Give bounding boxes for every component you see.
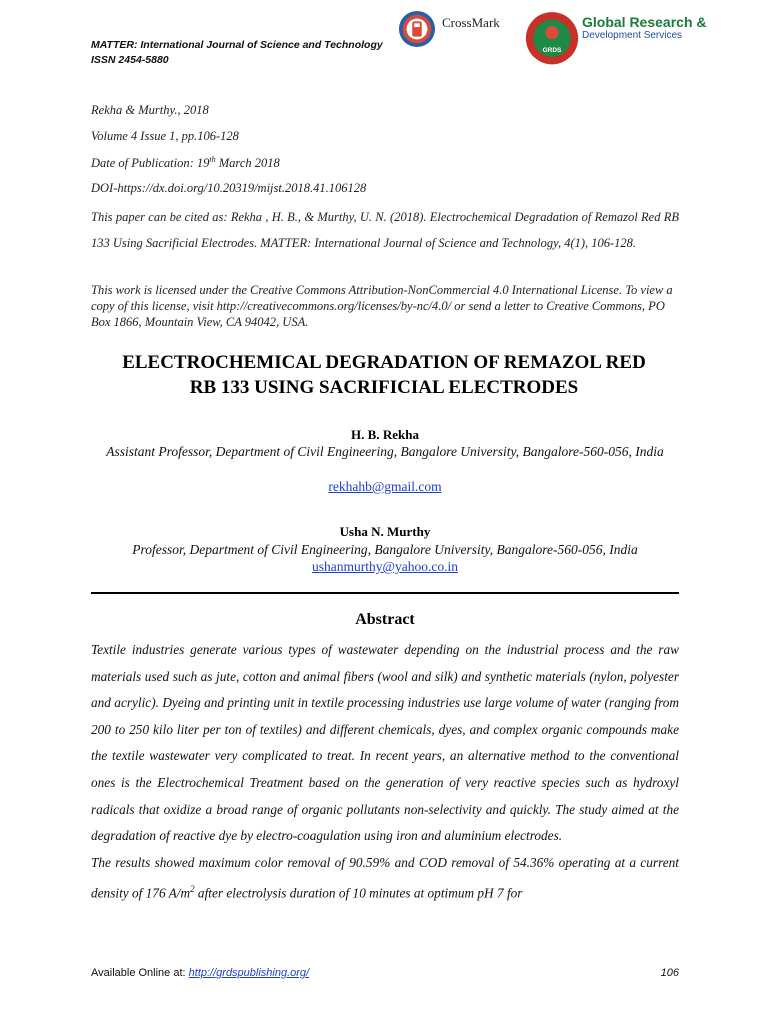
author-affiliation: Professor, Department of Civil Engineering, Bangalore University, Bangalore-560-056, India [132, 542, 638, 557]
crossmark-icon [398, 10, 436, 48]
available-label: Available Online at: [91, 967, 189, 979]
citation-text: This paper can be cited as: Rekha , H. B., & Murthy, U. N. (2018). Electrochemical Degradation of Remazol Red RB 133 Using Sacrificial Electrodes. MATTER: International Journal of Science and Technology, 4(1), 106-128. [91, 210, 679, 250]
author-email-link[interactable]: ushanmurthy@yahoo.co.in [312, 559, 458, 574]
paper-title: ELECTROCHEMICAL DEGRADATION OF REMAZOL RED RB 133 USING SACRIFICIAL ELECTRODES [122, 352, 646, 398]
journal-name: MATTER: International Journal of Science and Technology [91, 39, 383, 51]
publisher-link[interactable]: http://grdspublishing.org/ [188, 967, 310, 979]
grds-logo [524, 6, 707, 76]
grds-seal-icon [524, 6, 580, 76]
author-email[interactable] [91, 479, 679, 495]
grds-subtitle: Development Services [582, 30, 683, 41]
crossmark-badge[interactable] [398, 10, 500, 48]
author-name: H. B. Rekha [351, 427, 419, 442]
page-number: 106 [660, 967, 679, 979]
journal-issn: ISSN 2454-5880 [91, 54, 169, 66]
publication-date: Date of Publication: 19th March 2018 [91, 155, 280, 171]
author-email-link[interactable]: rekhahb@gmail.com [328, 479, 442, 494]
author-email[interactable] [91, 559, 679, 575]
citation-short: Rekha & Murthy., 2018 [91, 103, 209, 117]
author-affiliation: Assistant Professor, Department of Civil Engineering, Bangalore University, Bangalore-560-056, India [106, 444, 664, 459]
page-footer [91, 967, 679, 979]
license-text: This work is licensed under the Creative Commons Attribution-NonCommercial 4.0 International License. To view a copy of this license, visit http://creativecommons.org/licenses/by-nc/4.0/ or send a letter to Creative Commons, PO Box 1866, Mountain View, CA 94042, USA. [91, 283, 673, 329]
abstract-body [91, 637, 679, 907]
abstract-paragraph: Textile industries generate various types of wastewater depending on the industrial process and the raw materials used such as jute, cotton and animal fibers (wool and silk) and synthetic materials (nylon, polyester and acrylic). Dyeing and printing unit in textile processing industries use large volume of water (ranging from 200 to 250 kilo liter per ton of textiles) and different chemicals, dyes, and complex organic compounds make the textile wastewater very complicated to treat. In recent years, an alternative method to the conventional ones is the Electrochemical Treatment based on the generation of very reactive species such as hydroxyl radicals that oxidize a broad range of organic pollutants non-selectivity and quickly. The study aimed at the degradation of reactive dye by electro-coagulation using iron and aluminium electrodes. [91, 642, 679, 844]
doi-line: DOI-https://dx.doi.org/10.20319/mijst.2018.41.106128 [91, 181, 367, 195]
abstract-paragraph: The results showed maximum color removal of 90.59% and COD removal of 54.36% operating at a current density of 176 $A/m^2$ after electrolysis duration of 10 minutes at optimum pH 7 for [91, 854, 679, 901]
abstract-heading: Abstract [355, 611, 415, 628]
journal-header [91, 38, 383, 68]
crossmark-label: CrossMark [442, 15, 500, 30]
volume-line: Volume 4 Issue 1, pp.106-128 [91, 129, 239, 143]
author-name: Usha N. Murthy [339, 524, 431, 539]
grds-title: Global Research & [582, 14, 707, 30]
grds-seal-text: GRDS [542, 47, 562, 55]
section-divider [91, 592, 679, 594]
